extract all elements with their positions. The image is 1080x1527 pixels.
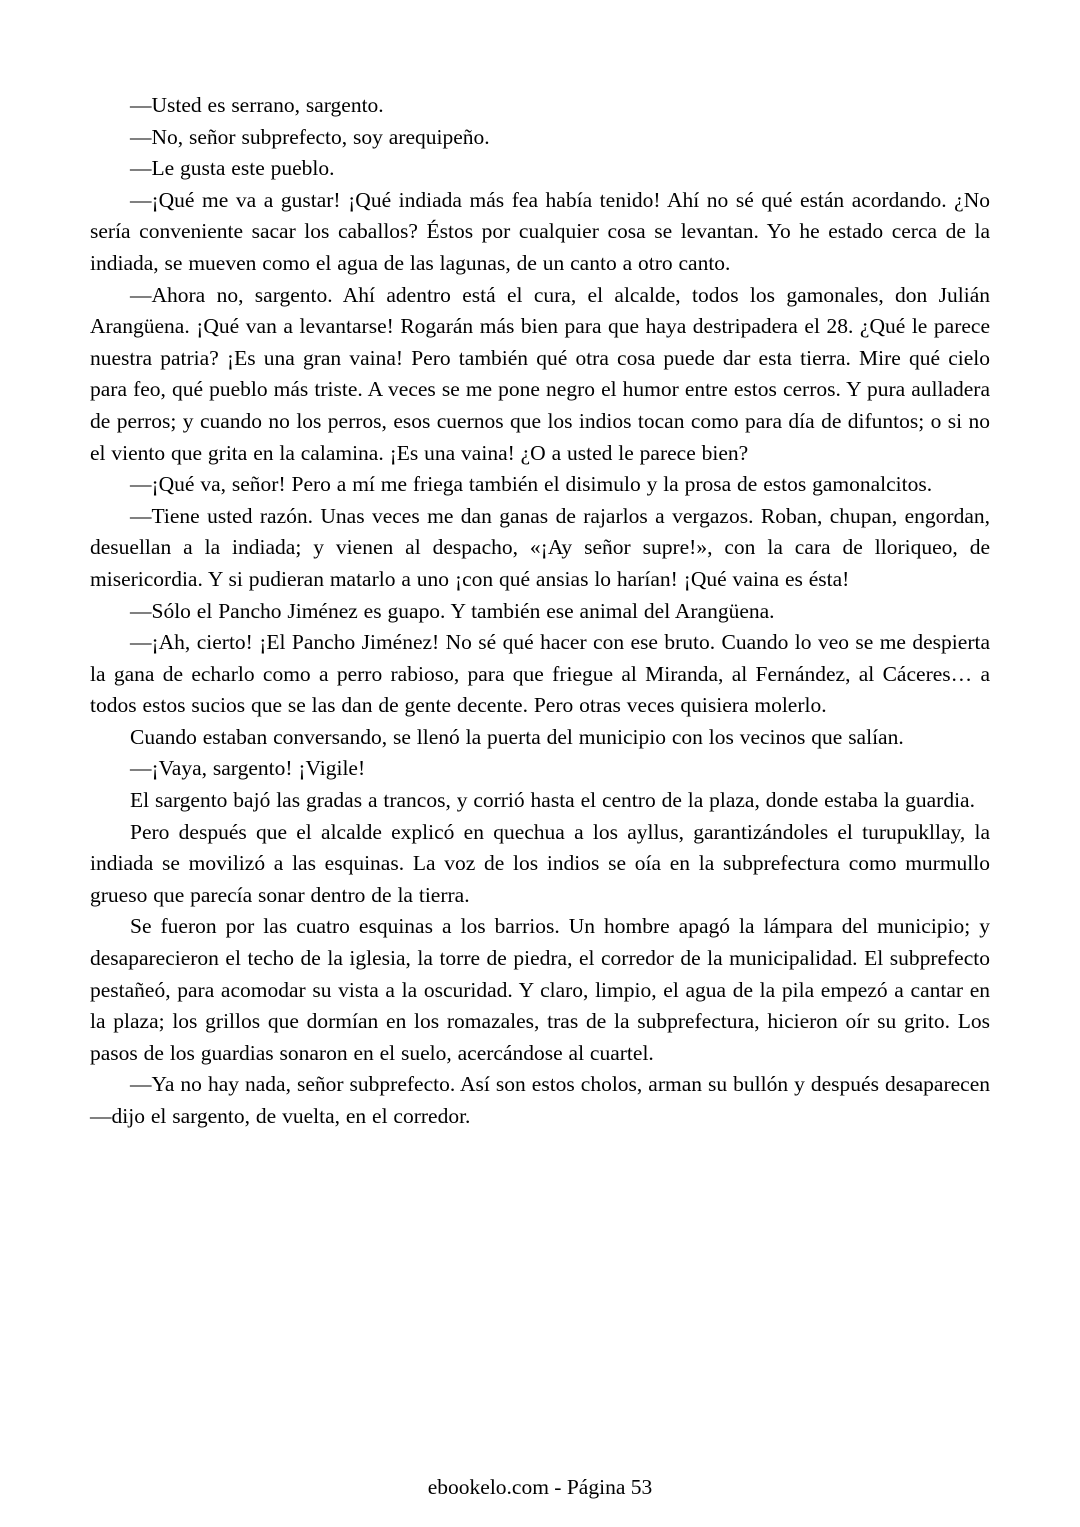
paragraph: El sargento bajó las gradas a trancos, y corrió hasta el centro de la plaza, donde estaba la guardia. [130, 788, 975, 813]
paragraph: —No, señor subprefecto, soy arequipeño. [130, 124, 490, 149]
paragraph: —¡Qué me va a gustar! ¡Qué indiada más fea había tenido! Ahí no sé qué están acordando. ¿No sería conveniente sacar los caballos? Éstos por cualquier cosa se levantan. Yo he estado cerca de la indiada, se mueven como el agua de las lagunas, de un canto a otro canto. [90, 187, 990, 275]
paragraph: —¡Vaya, sargento! ¡Vigile! [130, 756, 366, 781]
paragraph: Se fueron por las cuatro esquinas a los barrios. Un hombre apagó la lámpara del municipio; y desaparecieron el techo de la iglesia, la torre de piedra, el corredor de la municipalidad. El subprefecto pestañeó, para acomodar su vista a la oscuridad. Y claro, limpio, el agua de la pila empezó a cantar en la plaza; los grillos que dormían en los romazales, tras de la subprefectura, hicieron oír su grito. Los pasos de los guardias sonaron en el suelo, acercándose al cuartel. [90, 914, 990, 1065]
page-footer: ebookelo.com - Página 53 [427, 1475, 653, 1499]
paragraph: —Usted es serrano, sargento. [130, 93, 384, 117]
paragraph: Cuando estaban conversando, se llenó la puerta del municipio con los vecinos que salían. [130, 724, 904, 749]
paragraph: —Ya no hay nada, señor subprefecto. Así son estos cholos, arman su bullón y después desaparecen —dijo el sargento, de vuelta, en el corredor. [90, 1072, 990, 1128]
paragraph: —¡Ah, cierto! ¡El Pancho Jiménez! No sé qué hacer con ese bruto. Cuando lo veo se me despierta la gana de echarlo como a perro rabioso, para que friegue al Miranda, al Fernández, al Cáceres… a todos estos sucios que se las dan de gente decente. Pero otras veces quisiera molerlo. [90, 630, 990, 718]
paragraph: —¡Qué va, señor! Pero a mí me friega también el disimulo y la prosa de estos gamonalcitos. [130, 472, 933, 497]
paragraph: Pero después que el alcalde explicó en quechua a los ayllus, garantizándoles el turupukllay, la indiada se movilizó a las esquinas. La voz de los indios se oía en la subprefectura como murmullo grueso que parecía sonar dentro de la tierra. [90, 819, 990, 907]
paragraph: —Ahora no, sargento. Ahí adentro está el cura, el alcalde, todos los gamonales, don Julián Arangüena. ¡Qué van a levantarse! Rogarán más bien para que haya destripadera el 28. ¿Qué le parece nuestra patria? ¡Es una gran vaina! Pero también qué otra cosa puede dar esta tierra. Mire qué cielo para feo, qué pueblo más triste. A veces se me pone negro el humor entre estos cerros. Y pura aulladera de perros; y cuando no los perros, esos cuernos que los indios tocan como para día de difuntos; o si no el viento que grita en la calamina. ¡Es una vaina! ¿O a usted le parece bien? [90, 282, 990, 465]
paragraph: —Le gusta este pueblo. [130, 156, 335, 181]
body-text [90, 90, 990, 1133]
paragraph: —Sólo el Pancho Jiménez es guapo. Y también ese animal del Arangüena. [130, 598, 775, 623]
paragraph: —Tiene usted razón. Unas veces me dan ganas de rajarlos a vergazos. Roban, chupan, engordan, desuellan a la indiada; y vienen al despacho, «¡Ay señor supre!», con la cara de lloriqueo, de misericordia. Y si pudieran matarlo a uno ¡con qué ansias lo harían! ¡Qué vaina es ésta! [90, 503, 990, 591]
